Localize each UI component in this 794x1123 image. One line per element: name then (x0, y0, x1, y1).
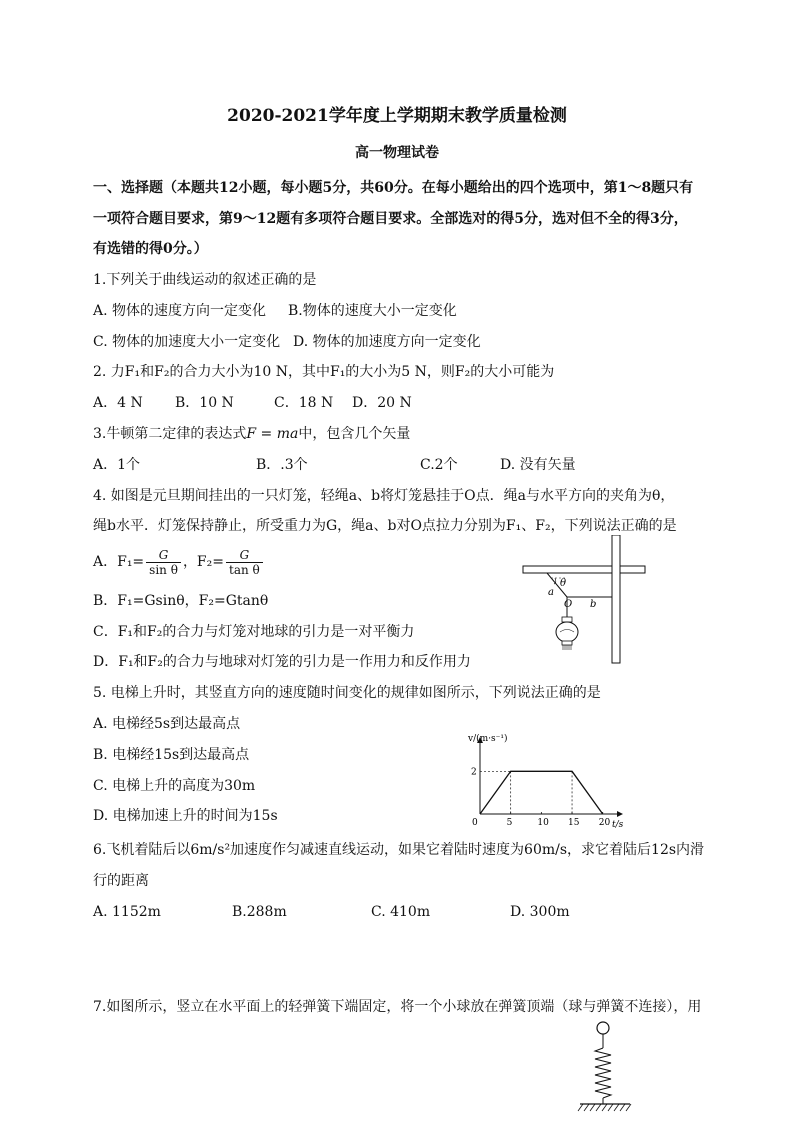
q4-option-b: B．F₁=Gsinθ，F₂=Gtanθ (93, 593, 269, 609)
q1-option-b: B.物体的速度大小一定变化 (288, 303, 457, 319)
q6-option-c: C. 410m (371, 904, 431, 920)
q3-option-c: C.2个 (420, 457, 458, 473)
q4-frac1-numerator: G (146, 548, 181, 563)
page-title: 2020-2021学年度上学期期末教学质量检测 (227, 106, 567, 126)
q4-frac2-denominator: tan θ (229, 562, 260, 577)
q6-option-d: D. 300m (510, 904, 570, 920)
q1-option-d: D. 物体的加速度方向一定变化 (293, 334, 481, 350)
label-theta: θ (560, 578, 567, 589)
q2-option-b: B．10 N (175, 395, 234, 411)
q4-stem-line-2: 绳b水平．灯笼保持静止，所受重力为G，绳a、b对O点拉力分别为F₁、F₂，下列说法正确的是 (93, 518, 677, 534)
q2-option-a: A．4 N (93, 395, 143, 411)
ball (597, 1022, 609, 1034)
lantern-bottom (562, 641, 572, 645)
ceiling-beam (523, 566, 645, 573)
vt-chart (462, 730, 632, 830)
q3-stem (93, 424, 410, 444)
lantern-body (556, 622, 578, 642)
lantern-tassel (563, 645, 571, 650)
q4-option-a-prefix: A．F₁= (93, 554, 145, 570)
q4-option-a-fraction-1 (146, 548, 181, 577)
ground-hatching (578, 1104, 631, 1111)
q3-option-a: A．1个 (93, 457, 141, 473)
q4-option-d: D．F₁和F₂的合力与地球对灯笼的引力是一作用力和反作用力 (93, 654, 471, 670)
q5-option-c: C. 电梯上升的高度为30m (93, 778, 256, 794)
q6-stem-line-1: 6.飞机着陆后以6m/s²加速度作匀减速直线运动，如果它着陆时速度为60m/s，求它着陆后12s内滑 (93, 842, 705, 858)
q5-option-d: D. 电梯加速上升的时间为15s (93, 808, 278, 824)
q2-option-d: D．20 N (352, 395, 412, 411)
lantern-figure (515, 535, 655, 667)
q4-stem-line-1: 4. 如图是元旦期间挂出的一只灯笼，轻绳a、b将灯笼悬挂于O点．绳a与水平方向的夹角为θ， (93, 488, 675, 504)
q6-option-b: B.288m (232, 904, 287, 920)
q1-option-a: A. 物体的速度方向一定变化 (93, 303, 267, 319)
q2-stem: 2. 力F₁和F₂的合力大小为10 N，其中F₁的大小为5 N，则F₂的大小可能为 (93, 364, 555, 380)
q3-formula: F = ma (246, 426, 299, 442)
section-instructions-line-3: 有选错的得0分。） (93, 241, 208, 257)
x-tick-label-15: 15 (568, 818, 580, 828)
origin-label: 0 (472, 818, 478, 828)
q6-stem-line-2: 行的距离 (93, 873, 149, 889)
q3-stem-part-2: 中，包含几个矢量 (298, 426, 411, 442)
q7-stem-line-1: 7.如图所示，竖立在水平面上的轻弹簧下端固定，将一个小球放在弹簧顶端（球与弹簧不连接），用 (93, 999, 702, 1015)
label-b: b (590, 599, 597, 610)
q4-option-c: C．F₁和F₂的合力与灯笼对地球的引力是一对平衡力 (93, 624, 415, 640)
chart-marks (471, 767, 610, 828)
q4-frac1-denominator: sin θ (149, 562, 178, 577)
q1-option-c: C. 物体的加速度大小一定变化 (93, 334, 281, 350)
x-tick-label-10: 10 (537, 818, 549, 828)
q5-stem: 5. 电梯上升时，其竖直方向的速度随时间变化的规律如图所示，下列说法正确的是 (93, 685, 601, 701)
velocity-line (480, 771, 603, 814)
q4-option-a-mid: ，F₂= (182, 554, 224, 570)
q3-option-b: B．.3个 (256, 457, 308, 473)
y-axis-label: v/(m·s⁻¹) (468, 734, 508, 744)
y-tick-label-2: 2 (471, 767, 477, 778)
page-subtitle: 高一物理试卷 (355, 145, 439, 161)
vertical-post (612, 535, 620, 663)
x-axis-label: t/s (612, 820, 624, 830)
q6-option-a: A. 1152m (93, 904, 161, 920)
label-a: a (548, 587, 554, 598)
spring-coil (595, 1048, 611, 1098)
q4-frac2-numerator: G (226, 548, 263, 563)
lantern-cap (562, 617, 572, 622)
section-instructions-line-2: 一项符合题目要求，第9～12题有多项符合题目要求。全部选对的得5分，选对但不全的得3分， (93, 211, 688, 227)
x-tick-label-20: 20 (598, 818, 611, 828)
q4-option-a (93, 545, 265, 579)
spring-figure (575, 1018, 635, 1118)
x-tick-label-5: 5 (506, 818, 513, 828)
q1-stem: 1.下列关于曲线运动的叙述正确的是 (93, 272, 317, 288)
q4-option-a-fraction-2 (226, 548, 263, 577)
label-O: O (564, 599, 573, 610)
q3-stem-part-1: 3.牛顿第二定律的表达式 (93, 426, 247, 442)
q2-option-c: C．18 N (274, 395, 334, 411)
q3-option-d: D. 没有矢量 (500, 457, 576, 473)
q5-option-b: B. 电梯经15s到达最高点 (93, 747, 250, 763)
section-instructions-line-1: 一、选择题（本题共12小题，每小题5分，共60分。在每小题给出的四个选项中，第1～8题只有 (93, 180, 694, 196)
q5-option-a: A. 电梯经5s到达最高点 (93, 716, 241, 732)
